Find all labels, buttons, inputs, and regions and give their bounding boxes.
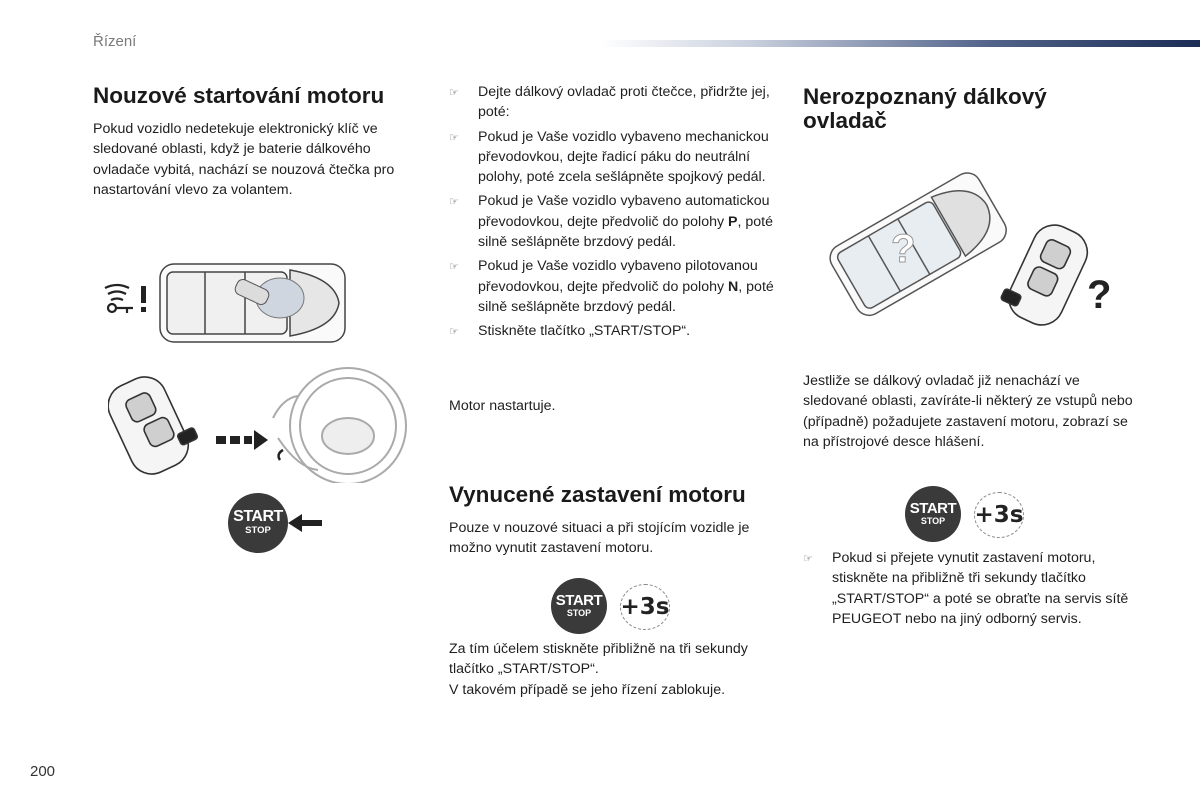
start-label: START bbox=[555, 592, 603, 609]
list-item: ☞ Pokud je Vaše vozidlo vybaveno automatickou převodovkou, dejte předvolič do polohy P, poté silně sešlápněte brzdový pedál. bbox=[449, 193, 773, 251]
list-item: ☞ Dejte dálkový ovladač proti čtečce, přidržte jej, poté: bbox=[449, 84, 770, 121]
motor-started-text: Motor nastartuje. bbox=[449, 398, 556, 414]
page-number: 200 bbox=[30, 763, 56, 780]
section-label: Řízení bbox=[93, 33, 137, 50]
list-item: ☞ Pokud je Vaše vozidlo vybaveno mechanickou převodovkou, dejte řadicí páku do neutrální polohy, poté zcela sešlápněte spojkový pedál. bbox=[449, 128, 769, 186]
three-second-timer-icon: +3s bbox=[620, 584, 670, 630]
forced-stop-text: Pouze v nouzové situaci a při stojícím vozidle je možno vynutit zastavení motoru. bbox=[449, 520, 750, 557]
start-label: START bbox=[233, 508, 283, 525]
bullet-finger-icon: ☞ bbox=[449, 196, 459, 209]
car-body bbox=[160, 264, 345, 342]
unrecognized-remote-text: Jestliže se dálkový ovladač již nenachází ve sledované oblasti, zavíráte-li některý ze vstupů nebo (případně) požadujete zastavení motoru, zobrazí se na přístrojové desce hlášení. bbox=[803, 373, 1133, 450]
forced-stop-service-list bbox=[803, 548, 1138, 633]
start-stop-button bbox=[551, 578, 607, 634]
bullet-finger-icon: ☞ bbox=[449, 131, 459, 144]
bullet-finger-icon: ☞ bbox=[449, 261, 459, 274]
emergency-start-steps bbox=[449, 82, 779, 346]
key-to-reader-illustration bbox=[108, 358, 413, 483]
warning-bar bbox=[141, 286, 146, 303]
list-item: ☞ Pokud je Vaše vozidlo vybaveno pilotovanou převodovkou, dejte předvolič do polohy N, poté silně sešlápněte brzdový pedál. bbox=[449, 258, 774, 315]
three-second-timer-icon: +3s bbox=[974, 492, 1024, 538]
bullet-finger-icon: ☞ bbox=[449, 87, 459, 99]
emergency-start-intro: Pokud vozidlo nedetekuje elektronický klíč ve sledované oblasti, když je baterie dálkového ovladače vybitá, nachází se nouzová čtečka pro nastartování vlevo za volantem. bbox=[93, 121, 395, 198]
forced-stop-after-1: Za tím účelem stiskněte přibližně na tři sekundy tlačítko „START/STOP“. bbox=[449, 641, 748, 678]
bullet-finger-icon: ☞ bbox=[803, 553, 813, 565]
car-top-view-illustration bbox=[95, 258, 350, 353]
steering-wheel bbox=[273, 368, 406, 483]
key-fob bbox=[108, 370, 198, 481]
question-mark-car: ? bbox=[891, 227, 916, 271]
unrecognized-remote-title-1: Nerozpoznaný dálkový bbox=[803, 84, 1047, 109]
forced-stop-after-2: V takovém případě se jeho řízení zablokuje. bbox=[449, 682, 726, 698]
key-fob bbox=[1000, 218, 1094, 332]
header-bar bbox=[600, 40, 1200, 47]
start-stop-button bbox=[905, 486, 961, 542]
key-reader-icon bbox=[105, 285, 133, 313]
left-arrow-icon bbox=[288, 512, 324, 534]
stop-label: STOP bbox=[566, 608, 592, 618]
unrecognized-remote-title-2: ovladač bbox=[803, 108, 887, 133]
emergency-start-title: Nouzové startování motoru bbox=[93, 83, 385, 108]
start-stop-button bbox=[228, 493, 288, 553]
forced-stop-title: Vynucené zastavení motoru bbox=[449, 482, 746, 507]
start-label: START bbox=[909, 500, 957, 517]
arrow-dashed bbox=[216, 430, 268, 450]
bullet-finger-icon: ☞ bbox=[449, 326, 459, 339]
question-mark-key: ? bbox=[1087, 273, 1112, 317]
stop-label: STOP bbox=[920, 516, 946, 526]
car-top-view bbox=[825, 168, 1011, 321]
list-item: ☞ Pokud si přejete vynutit zastavení motoru, stiskněte na přibližně tři sekundy tlačítko „START/STOP“ a poté se obraťte na servis sítě PEUGEOT nebo na jiný odborný servis. bbox=[803, 550, 1129, 627]
unrecognized-remote-illustration bbox=[815, 155, 1115, 340]
list-item: ☞ Stiskněte tlačítko „START/STOP“. bbox=[449, 321, 779, 341]
stop-label: STOP bbox=[245, 525, 271, 536]
